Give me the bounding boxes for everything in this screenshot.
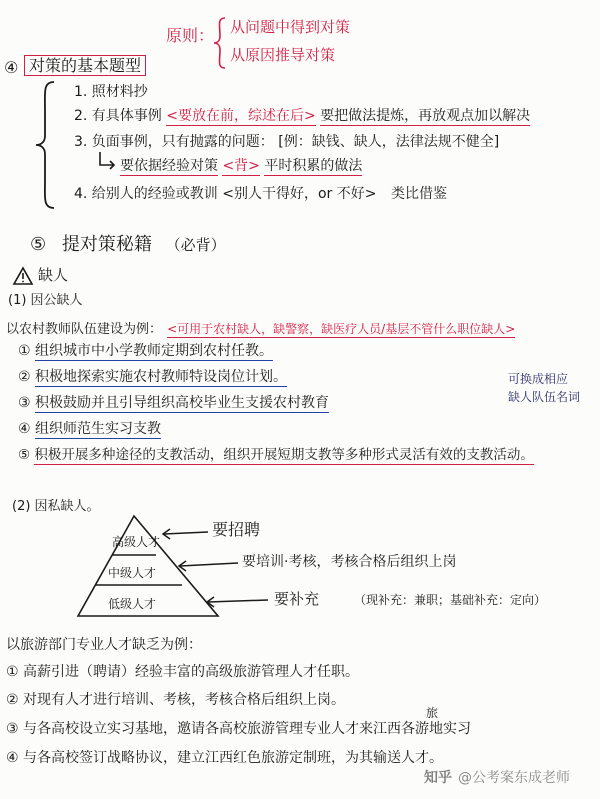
pyramid-level-middle: 中级人才: [108, 566, 157, 580]
public-shortage-intro: 以农村教师队伍建设为例：: [6, 322, 163, 337]
private-shortage-intro: 以旅游部门专业人才缺乏为例：: [6, 637, 202, 653]
type-item-4-tail: 类比借鉴: [390, 186, 447, 202]
public-item-5-number: ⑤: [18, 447, 31, 463]
public-item-5-text: 积极开展多种途径的支教活动，组织开展短期支教等多种形式灵活有效的支教活动。: [34, 447, 534, 463]
side-note-line-1: 可换成相应: [508, 372, 569, 386]
type-item-2-tail: 要把做法提炼，再放观点加以解决: [320, 108, 531, 124]
type-item-3-sub: [120, 158, 362, 175]
public-item-1: [18, 343, 273, 360]
principle-line-1: 从问题中得到对策: [230, 18, 351, 36]
type-item-1-text: 1. 照材料抄: [74, 84, 148, 100]
section-5-number: ⑤: [30, 234, 47, 255]
supplement-note: （现补充：兼职；基础补充：定向）: [354, 593, 547, 607]
private-item-4-text: 与各高校签订战略协议，建立江西红色旅游定制班，为其输送人才。: [23, 750, 444, 766]
private-item-3-text: 与各高校设立实习基地，邀请各高校旅游管理专业人才来江西各游地实习: [23, 721, 472, 737]
private-item-3: [6, 721, 471, 738]
type-item-4-note: <别人干得好，or 不好>: [222, 186, 377, 202]
type-item-3-sub-note: <背>: [222, 158, 260, 174]
public-shortage-intro-note: <可用于农村缺人，缺警察，缺医疗人员/基层不管什么职位缺人>: [167, 322, 516, 336]
pyramid-action-top: 要招聘: [212, 520, 261, 539]
public-item-4-number: ④: [18, 421, 31, 437]
principle-line-2: 从原因推导对策: [230, 46, 336, 64]
type-item-1: [74, 84, 148, 101]
private-shortage-heading: (2) 因私缺人。: [12, 499, 100, 514]
left-brace-icon: [34, 80, 58, 210]
public-item-3-text: 积极鼓励并且引导组织高校毕业生支援农村教育: [35, 395, 330, 411]
pyramid-level-bottom: 低级人才: [108, 597, 157, 611]
type-item-4-text: 4. 给别人的经验或教训: [74, 186, 218, 202]
private-item-1-number: ①: [6, 664, 19, 680]
principle-brace-icon: [212, 16, 228, 70]
private-item-2: [6, 692, 345, 709]
section-5-title: 提对策秘籍: [61, 234, 152, 255]
arrow-left-icon: [204, 591, 270, 611]
pyramid-level-top: 高级人才: [112, 535, 161, 549]
type-item-3-sub-text: 要依据经验对策: [120, 158, 218, 174]
public-item-4: [18, 421, 161, 438]
section-4-number: ④: [4, 58, 19, 77]
public-item-2-number: ②: [18, 369, 31, 385]
side-note-line-2: 缺人队伍名词: [508, 390, 581, 404]
public-item-5: [18, 447, 534, 463]
pyramid-action-bottom: 要补充: [274, 590, 320, 608]
watermark-brand: 知乎: [424, 770, 452, 786]
public-item-1-text: 组织城市中小学教师定期到农村任教。: [35, 343, 274, 359]
public-item-1-number: ①: [18, 343, 31, 359]
type-item-3: [74, 134, 499, 151]
pyramid-action-middle: 要培训·考核，考核合格后组织上岗: [242, 554, 457, 570]
type-item-4: [74, 186, 447, 203]
private-item-1-text: 高薪引进（聘请）经验丰富的高级旅游管理人才任职。: [23, 664, 360, 680]
type-item-2-note: <要放在前，综述在后>: [166, 108, 316, 124]
public-item-3: [18, 395, 329, 412]
type-item-3-text: 3. 负面事例，只有抛露的问题：: [74, 134, 274, 150]
public-item-2-text: 积极地探索实施农村教师特设岗位计划。: [35, 369, 288, 385]
arrow-left-icon: [160, 522, 210, 542]
section-4-title: 对策的基本题型: [24, 55, 146, 76]
type-item-2: [74, 108, 530, 125]
private-item-1: [6, 664, 359, 681]
inserted-character: 旅: [426, 706, 439, 720]
public-shortage-intro-row: [6, 318, 515, 338]
public-item-2: [18, 369, 287, 386]
sub-arrow-icon: [96, 150, 118, 172]
private-item-4: [6, 750, 443, 767]
watermark-handle: @公考案东成老师: [458, 770, 570, 786]
watermark: [424, 770, 570, 787]
type-item-3-note: [例：缺钱、缺人，法律法规不健全]: [278, 134, 500, 150]
private-item-2-number: ②: [6, 692, 19, 708]
arrow-left-icon: [176, 554, 240, 574]
private-item-2-text: 对现有人才进行培训、考核，考核合格后组织上岗。: [23, 692, 346, 708]
type-item-3-sub-tail: 平时积累的做法: [264, 158, 363, 174]
principle-label: 原则：: [166, 26, 215, 45]
public-item-4-text: 组织师范生实习支教: [35, 421, 162, 437]
public-shortage-heading: (1) 因公缺人: [8, 293, 83, 308]
section-5-header: [30, 234, 226, 256]
public-item-3-number: ③: [18, 395, 31, 411]
type-item-2-text: 2. 有具体事例: [74, 108, 162, 124]
shortage-title: 缺人: [38, 266, 69, 284]
warning-icon: [12, 266, 34, 286]
private-item-4-number: ④: [6, 750, 19, 766]
section-5-note: （必背）: [165, 236, 226, 254]
private-item-3-number: ③: [6, 721, 19, 737]
